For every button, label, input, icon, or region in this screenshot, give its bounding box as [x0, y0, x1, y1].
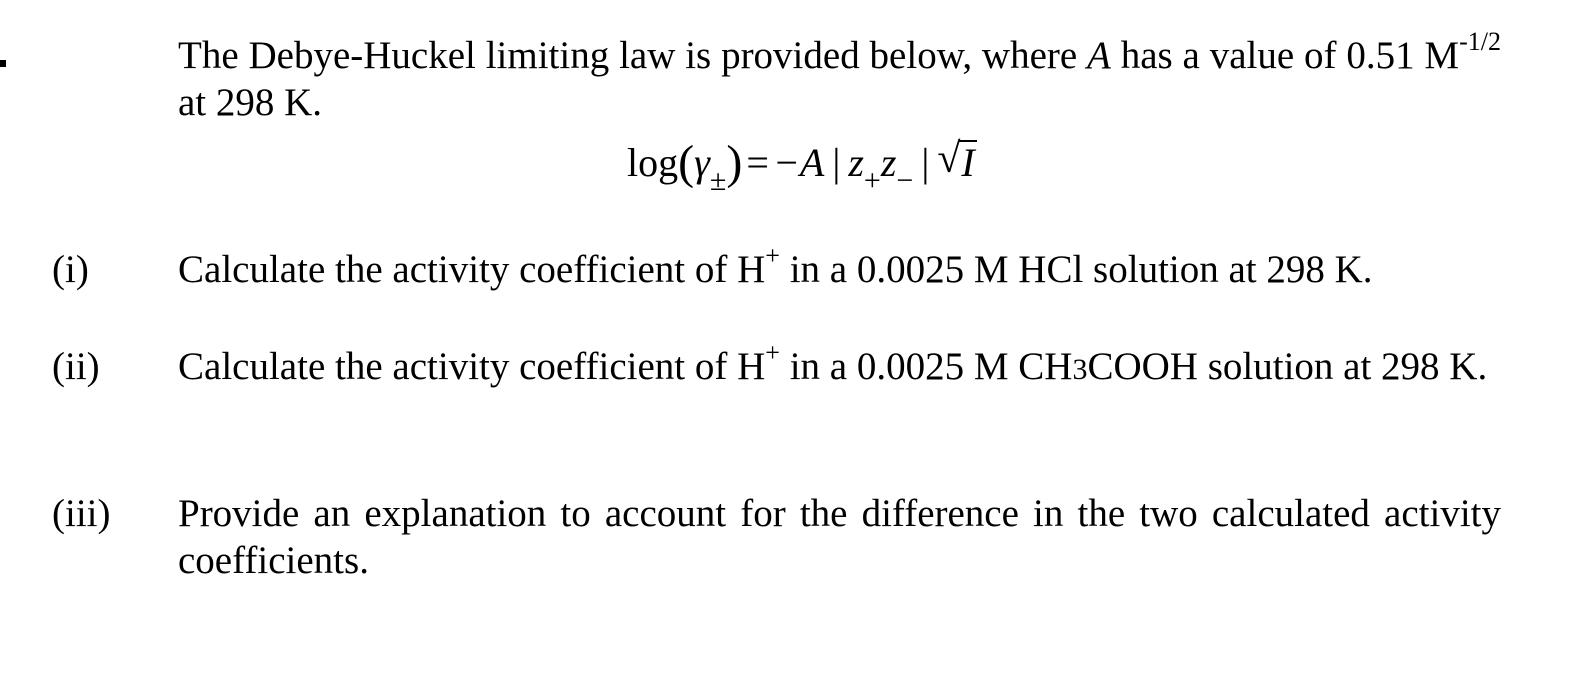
q2-text-mid: in a 0.0025 M CH: [779, 345, 1073, 388]
eq-minus-a: −A: [772, 140, 825, 185]
eq-z-plus: z: [848, 140, 864, 185]
eq-z-plus-sub: +: [863, 164, 881, 197]
eq-open-paren: (: [678, 136, 695, 189]
question-text-ii: [178, 338, 1501, 393]
q2-sup: +: [765, 338, 780, 367]
q1-text-after: in a 0.0025 M HCl solution at 298 K.: [779, 248, 1373, 291]
eq-bar-left: |: [832, 140, 841, 185]
eq-gamma-sub: ±: [709, 164, 727, 197]
a-exponent: -1/2: [1459, 27, 1502, 56]
bullet-mark: [0, 60, 6, 67]
q1-text-before: Calculate the activity coefficient of H: [178, 248, 766, 291]
eq-z-minus: z: [880, 140, 897, 185]
eq-ionic-strength: I: [961, 140, 975, 185]
q1-sup: +: [765, 241, 780, 270]
eq-z-minus-sub: −: [896, 164, 914, 197]
q2-text-before: Calculate the activity coefficient of H: [178, 345, 766, 388]
question-label-ii: (ii): [52, 345, 100, 388]
q2-text-after: COOH solution at 298 K.: [1087, 345, 1488, 388]
symbol-a: A: [1087, 34, 1111, 77]
intro-paragraph: [178, 27, 1502, 126]
intro-text-2: has a value of: [1120, 34, 1337, 77]
eq-gamma: γ: [694, 140, 710, 185]
intro-text-3: at 298 K.: [178, 81, 323, 124]
debye-huckel-equation: [627, 133, 977, 197]
sqrt-icon: √: [937, 136, 961, 182]
eq-sqrt: [937, 135, 976, 191]
intro-text-1: The Debye-Huckel limiting law is provided below, where: [178, 34, 1078, 77]
eq-close-paren: ): [726, 136, 743, 189]
eq-log: log: [627, 140, 679, 185]
question-label-i: (i): [52, 248, 89, 291]
question-text-i: [178, 241, 1501, 293]
eq-bar-right: |: [921, 140, 930, 185]
eq-equals: =: [746, 140, 769, 185]
question-label-iii: (iii): [52, 492, 111, 535]
q2-sub: 3: [1072, 353, 1088, 386]
a-value: 0.51 M: [1346, 34, 1460, 77]
question-text-iii: Provide an explanation to account for the difference in the two calculated activity coefficients.: [178, 492, 1501, 582]
